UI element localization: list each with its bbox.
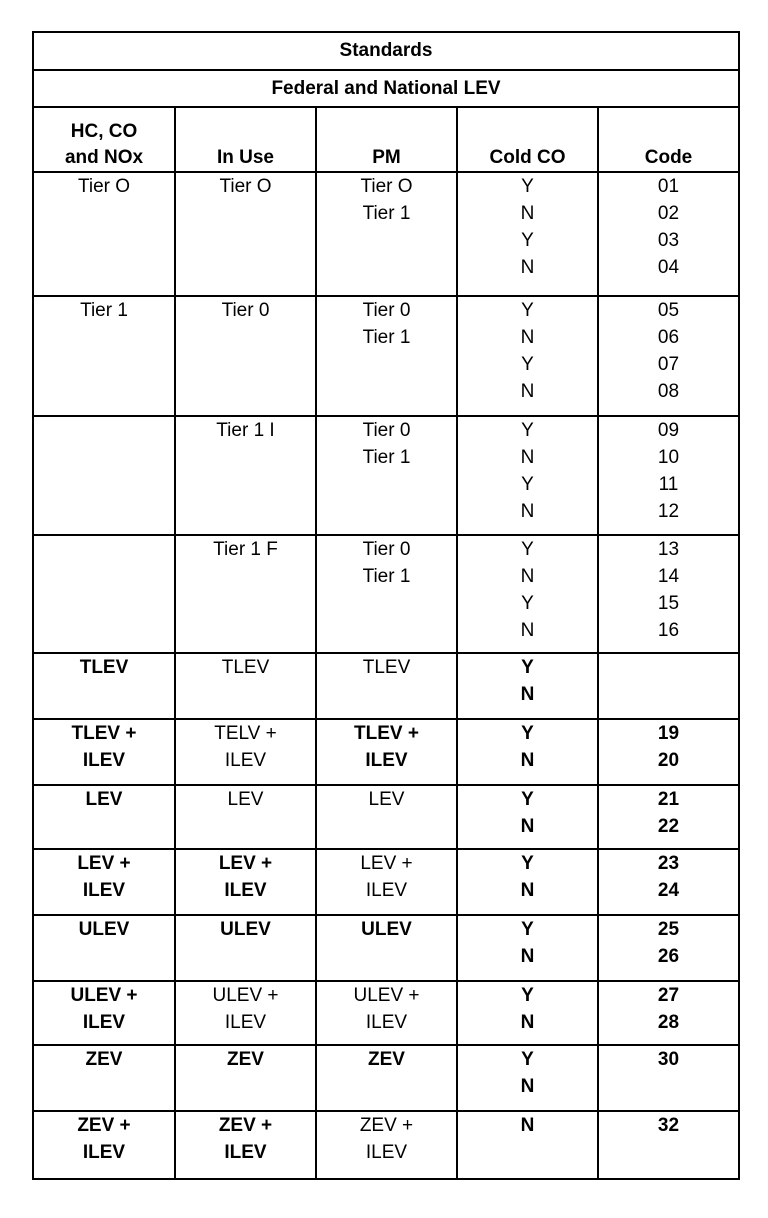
pm-value: ULEV + bbox=[353, 985, 420, 1006]
code-value: 22 bbox=[657, 816, 680, 837]
cold-co-value: Y bbox=[521, 853, 534, 874]
cold-co-cell bbox=[457, 172, 598, 296]
header-code: Code bbox=[598, 107, 739, 172]
pm-cell bbox=[316, 416, 457, 535]
cold-co-value: Y bbox=[521, 985, 534, 1006]
in-use-value: ULEV bbox=[220, 919, 271, 940]
table-row bbox=[33, 296, 739, 416]
pm-cell bbox=[316, 915, 457, 981]
pm-value: Tier 0 bbox=[362, 420, 411, 441]
code-cell bbox=[598, 416, 739, 535]
pm-cell bbox=[316, 653, 457, 719]
hc-co-nox-cell bbox=[33, 915, 175, 981]
code-value: 25 bbox=[657, 919, 680, 940]
cold-co-cell bbox=[457, 535, 598, 653]
in-use-value: ZEV + bbox=[218, 1115, 273, 1136]
cold-co-cell bbox=[457, 981, 598, 1045]
code-value: 14 bbox=[657, 566, 680, 587]
in-use-cell bbox=[175, 719, 316, 785]
hc-co-nox-cell bbox=[33, 981, 175, 1045]
hc-co-nox-value: ILEV bbox=[82, 880, 126, 901]
pm-value: TLEV + bbox=[354, 723, 419, 744]
pm-value: Tier O bbox=[360, 176, 413, 197]
in-use-value: ULEV + bbox=[212, 985, 279, 1006]
pm-value: Tier 1 bbox=[362, 447, 411, 468]
hc-co-nox-cell bbox=[33, 416, 175, 535]
hc-co-nox-cell bbox=[33, 1111, 175, 1179]
cold-co-value: Y bbox=[521, 1049, 534, 1070]
hc-co-nox-value: ILEV bbox=[82, 750, 126, 771]
hc-co-nox-cell bbox=[33, 653, 175, 719]
pm-value: TLEV bbox=[362, 657, 411, 678]
table-row bbox=[33, 416, 739, 535]
pm-value: ZEV + bbox=[359, 1115, 414, 1136]
hc-co-nox-cell bbox=[33, 719, 175, 785]
in-use-value: LEV + bbox=[218, 853, 273, 874]
hc-co-nox-value: ZEV + bbox=[77, 1115, 131, 1136]
header-pm: PM bbox=[316, 107, 457, 172]
code-value: 16 bbox=[657, 620, 680, 641]
cold-co-value: Y bbox=[521, 789, 534, 810]
cold-co-value: Y bbox=[521, 474, 534, 495]
table-row bbox=[33, 1045, 739, 1111]
code-value: 28 bbox=[657, 1012, 680, 1033]
hc-co-nox-cell bbox=[33, 535, 175, 653]
in-use-value: ILEV bbox=[224, 880, 267, 901]
code-value: 03 bbox=[657, 230, 680, 251]
code-value: 24 bbox=[657, 880, 680, 901]
pm-cell bbox=[316, 785, 457, 849]
hc-co-nox-value: Tier O bbox=[77, 176, 131, 197]
standards-table bbox=[32, 31, 740, 1180]
cold-co-value: Y bbox=[521, 300, 534, 321]
code-cell bbox=[598, 719, 739, 785]
pm-value: ZEV bbox=[368, 1049, 405, 1070]
cold-co-cell bbox=[457, 416, 598, 535]
in-use-cell bbox=[175, 915, 316, 981]
cold-co-cell bbox=[457, 653, 598, 719]
in-use-value: Tier 0 bbox=[221, 300, 270, 321]
code-cell bbox=[598, 1045, 739, 1111]
code-value: 05 bbox=[657, 300, 680, 321]
cold-co-cell bbox=[457, 296, 598, 416]
code-cell bbox=[598, 915, 739, 981]
cold-co-value: Y bbox=[521, 230, 534, 251]
pm-value: ULEV bbox=[361, 919, 412, 940]
hc-co-nox-cell bbox=[33, 1045, 175, 1111]
in-use-value: ILEV bbox=[224, 750, 267, 771]
hc-co-nox-value: ZEV bbox=[85, 1049, 123, 1070]
header-hc-co-nox bbox=[33, 107, 175, 172]
table-title: Standards bbox=[33, 32, 739, 70]
cold-co-value: N bbox=[520, 750, 535, 771]
table-row bbox=[33, 849, 739, 915]
in-use-cell bbox=[175, 785, 316, 849]
cold-co-value: N bbox=[520, 1115, 535, 1136]
cold-co-value: N bbox=[520, 1012, 535, 1033]
table-row bbox=[33, 719, 739, 785]
in-use-value: Tier 1 I bbox=[216, 420, 275, 441]
pm-value: Tier 1 bbox=[362, 203, 411, 224]
pm-value: ILEV bbox=[365, 750, 408, 771]
code-value: 10 bbox=[657, 447, 680, 468]
cold-co-value: Y bbox=[521, 723, 534, 744]
hc-co-nox-value: ULEV bbox=[78, 919, 130, 940]
cold-co-cell bbox=[457, 1111, 598, 1179]
code-value: 12 bbox=[657, 501, 680, 522]
in-use-value: Tier 1 F bbox=[213, 539, 278, 560]
code-value: 06 bbox=[657, 327, 680, 348]
cold-co-cell bbox=[457, 915, 598, 981]
code-cell bbox=[598, 785, 739, 849]
table-row bbox=[33, 1111, 739, 1179]
hc-co-nox-cell bbox=[33, 172, 175, 296]
cold-co-value: N bbox=[520, 327, 535, 348]
pm-cell bbox=[316, 1111, 457, 1179]
code-value: 01 bbox=[657, 176, 680, 197]
header-in-use: In Use bbox=[175, 107, 316, 172]
table-row bbox=[33, 785, 739, 849]
hc-co-nox-value: ULEV + bbox=[70, 985, 138, 1006]
in-use-cell bbox=[175, 1045, 316, 1111]
in-use-value: TELV + bbox=[214, 723, 277, 744]
in-use-cell bbox=[175, 416, 316, 535]
in-use-value: LEV bbox=[227, 789, 264, 810]
pm-cell bbox=[316, 1045, 457, 1111]
code-cell bbox=[598, 172, 739, 296]
code-value: 11 bbox=[658, 474, 679, 495]
table-row bbox=[33, 535, 739, 653]
table-row bbox=[33, 172, 739, 296]
code-value: 30 bbox=[657, 1049, 680, 1070]
pm-cell bbox=[316, 849, 457, 915]
pm-value: LEV + bbox=[360, 853, 413, 874]
table-row bbox=[33, 915, 739, 981]
code-value: 02 bbox=[657, 203, 680, 224]
in-use-value: ILEV bbox=[224, 1142, 267, 1163]
table-row bbox=[33, 981, 739, 1045]
table-body bbox=[33, 172, 739, 1179]
pm-cell bbox=[316, 535, 457, 653]
cold-co-value: N bbox=[520, 880, 535, 901]
code-cell bbox=[598, 296, 739, 416]
in-use-cell bbox=[175, 849, 316, 915]
cold-co-value: N bbox=[520, 1076, 535, 1097]
code-value: 32 bbox=[657, 1115, 680, 1136]
pm-value: LEV bbox=[368, 789, 405, 810]
pm-value: Tier 0 bbox=[362, 300, 411, 321]
column-header-row bbox=[33, 107, 739, 172]
cold-co-value: N bbox=[520, 501, 535, 522]
in-use-value: Tier O bbox=[219, 176, 272, 197]
code-cell bbox=[598, 535, 739, 653]
code-value: 23 bbox=[657, 853, 680, 874]
code-value: 21 bbox=[657, 789, 680, 810]
in-use-cell bbox=[175, 535, 316, 653]
cold-co-cell bbox=[457, 785, 598, 849]
table-row bbox=[33, 653, 739, 719]
cold-co-value: N bbox=[520, 620, 535, 641]
cold-co-cell bbox=[457, 849, 598, 915]
cold-co-value: Y bbox=[521, 420, 534, 441]
cold-co-value: N bbox=[520, 816, 535, 837]
pm-value: ILEV bbox=[365, 1142, 408, 1163]
code-value: 20 bbox=[657, 750, 680, 771]
pm-cell bbox=[316, 981, 457, 1045]
code-value: 27 bbox=[657, 985, 680, 1006]
cold-co-value: Y bbox=[521, 657, 534, 678]
cold-co-cell bbox=[457, 719, 598, 785]
pm-value: ILEV bbox=[365, 880, 408, 901]
code-cell bbox=[598, 653, 739, 719]
code-value: 08 bbox=[657, 381, 680, 402]
hc-co-nox-value: LEV bbox=[85, 789, 123, 810]
pm-value: Tier 1 bbox=[362, 327, 411, 348]
pm-value: Tier 1 bbox=[362, 566, 411, 587]
cold-co-value: N bbox=[520, 203, 535, 224]
cold-co-value: Y bbox=[521, 919, 534, 940]
in-use-cell bbox=[175, 1111, 316, 1179]
code-value: 13 bbox=[657, 539, 680, 560]
hc-co-nox-cell bbox=[33, 296, 175, 416]
hc-co-nox-value: ILEV bbox=[82, 1142, 126, 1163]
cold-co-cell bbox=[457, 1045, 598, 1111]
cold-co-value: N bbox=[520, 566, 535, 587]
hc-co-nox-value: TLEV + bbox=[71, 723, 137, 744]
cold-co-value: N bbox=[520, 684, 535, 705]
hc-co-nox-value: Tier 1 bbox=[80, 300, 128, 321]
in-use-value: ZEV bbox=[227, 1049, 264, 1070]
code-value: 26 bbox=[657, 946, 680, 967]
code-value: 04 bbox=[657, 257, 680, 278]
cold-co-value: N bbox=[520, 257, 535, 278]
header-hc-co-nox-label: HC, CO and NOx bbox=[64, 121, 144, 168]
header-cold-co: Cold CO bbox=[457, 107, 598, 172]
pm-value: Tier 0 bbox=[362, 539, 411, 560]
hc-co-nox-value: ILEV bbox=[82, 1012, 126, 1033]
pm-cell bbox=[316, 296, 457, 416]
cold-co-value: Y bbox=[521, 354, 534, 375]
code-cell bbox=[598, 849, 739, 915]
code-value: 15 bbox=[657, 593, 680, 614]
code-cell bbox=[598, 981, 739, 1045]
in-use-value: TLEV bbox=[221, 657, 270, 678]
pm-cell bbox=[316, 172, 457, 296]
hc-co-nox-value: LEV + bbox=[77, 853, 131, 874]
code-value: 07 bbox=[657, 354, 680, 375]
cold-co-value: Y bbox=[521, 593, 534, 614]
in-use-cell bbox=[175, 981, 316, 1045]
in-use-value: ILEV bbox=[224, 1012, 267, 1033]
hc-co-nox-value: TLEV bbox=[79, 657, 129, 678]
in-use-cell bbox=[175, 296, 316, 416]
code-value: 09 bbox=[657, 420, 680, 441]
cold-co-value: Y bbox=[521, 176, 534, 197]
in-use-cell bbox=[175, 172, 316, 296]
code-value: 19 bbox=[657, 723, 680, 744]
cold-co-value: N bbox=[520, 381, 535, 402]
in-use-cell bbox=[175, 653, 316, 719]
cold-co-value: N bbox=[520, 447, 535, 468]
cold-co-value: N bbox=[520, 946, 535, 967]
cold-co-value: Y bbox=[521, 539, 534, 560]
table-subtitle: Federal and National LEV bbox=[33, 70, 739, 107]
hc-co-nox-cell bbox=[33, 849, 175, 915]
code-cell bbox=[598, 1111, 739, 1179]
hc-co-nox-cell bbox=[33, 785, 175, 849]
pm-value: ILEV bbox=[365, 1012, 408, 1033]
pm-cell bbox=[316, 719, 457, 785]
